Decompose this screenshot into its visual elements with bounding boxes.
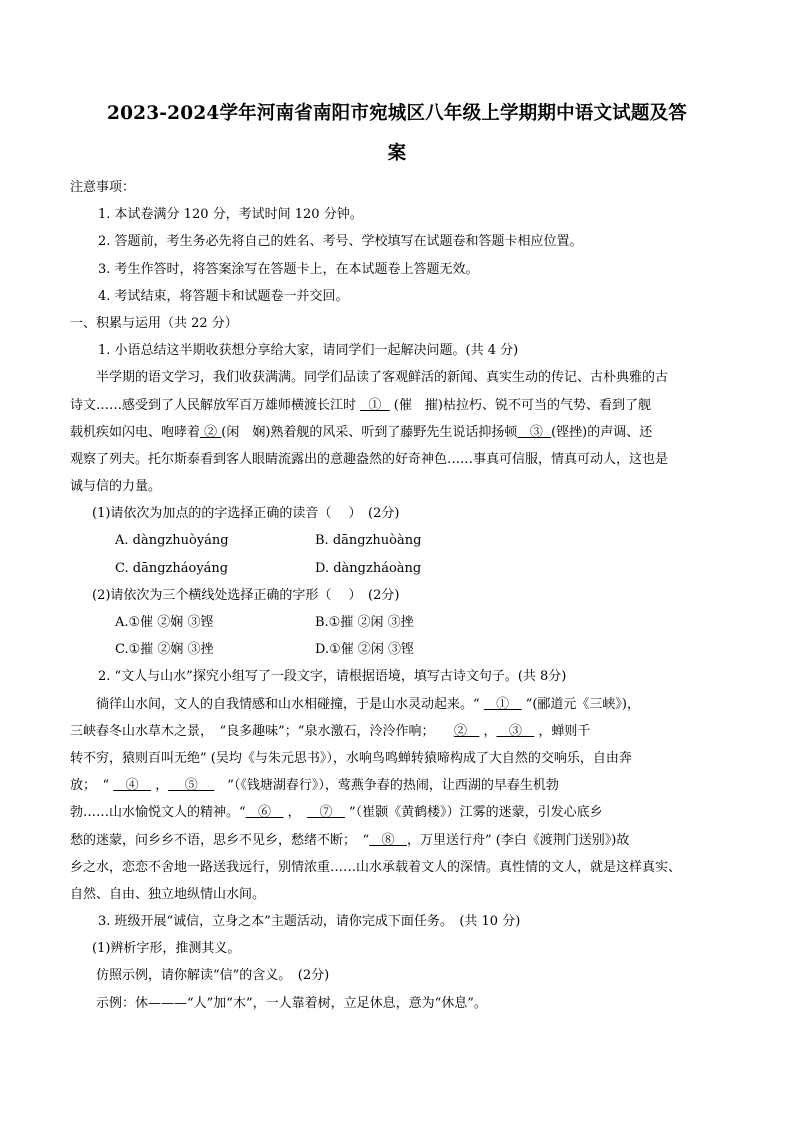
text-line: [70, 392, 730, 419]
answer-option: A. dàngzhuòyáng: [115, 533, 229, 549]
answer-option: C.①摧 ②娴 ③挫: [115, 642, 214, 658]
text-segment: ，: [283, 805, 308, 821]
title-line-2: 案: [387, 143, 407, 164]
document-body: [70, 174, 730, 1017]
fill-in-blank: ⑧: [369, 832, 407, 848]
fill-in-blank: ①: [360, 397, 390, 413]
answer-option: D.①催 ②闲 ③铿: [315, 642, 415, 658]
option-row: [70, 609, 730, 636]
text-segment: 载机疾如闪电、咆哮着: [70, 424, 201, 440]
text-segment: 仿照示例，请你解读“信”的含义。 (2分): [96, 968, 330, 984]
answer-option: B. dāngzhuòàng: [315, 533, 422, 549]
text-line: [70, 228, 730, 255]
text-segment: (催 摧)枯拉朽、锐不可当的气势、看到了舰: [389, 397, 651, 413]
text-segment: (铿挫)的声调、还: [551, 424, 653, 440]
answer-option: A.①催 ②娴 ③铿: [115, 615, 214, 630]
text-line: [70, 908, 730, 935]
text-line: [70, 446, 730, 473]
text-line: [70, 283, 730, 310]
text-segment: ，: [479, 723, 497, 739]
fill-in-blank: ②: [453, 723, 480, 739]
text-segment: ”（崔颢《黄鹤楼》）江雾的迷蒙，引发心底乡: [344, 805, 603, 821]
fill-in-blank: ①: [483, 696, 522, 712]
text-segment: 1. 小语总结这半期收获想分享给大家，请同学们一起解决问题。(共 4 分): [98, 343, 519, 359]
text-segment: 观察了列夫。托尔斯泰看到客人眼睛流露出的意趣盎然的好奇神色……事真可信服，情真可动人，这也是: [70, 451, 669, 467]
text-line: [70, 201, 730, 228]
text-segment: (闲 娴)熟着舰的风采、听到了藤野先生说话抑扬顿: [221, 424, 518, 440]
text-line: [70, 935, 730, 962]
text-segment: 徜徉山水间，文人的自我情感和山水相碰撞，于是山水灵动起来。“: [96, 696, 484, 712]
text-segment: 半学期的语文学习，我们收获满满。同学们品读了客观鲜活的新闻、真实生动的传记、古朴典雅的古: [96, 370, 669, 386]
text-segment: ，万里送行舟” (李白《渡荆门送别》)故: [406, 832, 630, 848]
answer-option: B.①摧 ②闲 ③挫: [315, 615, 414, 630]
text-segment: (1)辨析字形，推测其义。: [92, 941, 241, 957]
text-segment: 乡之水，恋恋不舍地一路送我远行，别情浓重……山水承载着文人的深情。真性情的文人，就是这样真实、: [70, 859, 682, 875]
document-title: [60, 94, 734, 174]
fill-in-blank: ②: [200, 424, 222, 440]
text-line: [70, 174, 730, 201]
text-line: [70, 663, 730, 690]
text-segment: (2)请依次为三个横线处选择正确的字形（ ） (2分): [92, 587, 400, 603]
fill-in-blank: ③: [517, 424, 552, 440]
text-segment: 诗文……感受到了人民解放军百万雄师横渡长江时: [70, 397, 361, 413]
text-line: [70, 364, 730, 391]
text-segment: 诚与信的力量。: [70, 479, 162, 495]
text-line: [70, 772, 730, 799]
text-segment: ”(郦道元《三峡》)，: [521, 696, 641, 712]
text-segment: (1)请依次为加点的的字选择正确的读音（ ） (2分): [92, 506, 400, 522]
answer-option: C. dāngzháoyáng: [115, 560, 229, 576]
text-line: [70, 745, 730, 772]
text-line: [70, 500, 730, 527]
answer-option: D. dàngzháoàng: [315, 560, 422, 576]
text-line: [70, 799, 730, 826]
fill-in-blank: ⑥: [245, 805, 284, 821]
text-segment: 愁的迷蒙，问乡乡不语，思乡不见乡，愁绪不断； “: [70, 832, 370, 848]
option-row: [70, 527, 730, 554]
fill-in-blank: ④: [113, 778, 152, 794]
text-line: [70, 962, 730, 989]
text-segment: 自然、自由、独立地纵情山水间。: [70, 886, 266, 902]
text-segment: 勃……山水愉悦文人的精神。“: [70, 805, 246, 821]
text-line: [70, 691, 730, 718]
text-segment: 4. 考试结束，将答题卡和试题卷一并交回。: [98, 288, 349, 304]
fill-in-blank: ⑦: [307, 805, 345, 821]
text-line: [70, 990, 730, 1017]
text-segment: 1. 本试卷满分 120 分，考试时间 120 分钟。: [98, 207, 363, 223]
text-line: [70, 256, 730, 283]
text-segment: 转不穷，猿则百叫无绝” (吴均《与朱元思书》），水响鸟鸣蝉转猿啼构成了大自然的交响乐，自由奔: [70, 750, 632, 766]
fill-in-blank: ③: [496, 723, 535, 739]
text-segment: 3. 班级开展“诚信，立身之本”主题活动，请你完成下面任务。 (共 10 分): [98, 914, 521, 930]
text-segment: ，蝉则千: [534, 723, 591, 739]
text-segment: 放； “: [70, 778, 114, 794]
text-line: [70, 419, 730, 446]
text-segment: 3. 考生作答时，将答案涂写在答题卡上，在本试题卷上答题无效。: [98, 261, 479, 277]
text-line: [70, 718, 730, 745]
text-segment: 注意事项：: [70, 180, 136, 195]
text-segment: 2. “文人与山水”探究小组写了一段文字，请根据语境，填写古诗文句子。(共 8分): [98, 669, 567, 685]
text-line: [70, 310, 730, 337]
text-segment: ，: [151, 778, 169, 794]
text-line: [70, 473, 730, 500]
text-segment: 2. 答题前，考生务必先将自己的姓名、考号、学校填写在试题卷和答题卡相应位置。: [98, 234, 583, 250]
text-segment: 示例：休———“人”加“木”，一人靠着树，立足休息，意为“休息”。: [96, 995, 487, 1011]
text-line: [70, 827, 730, 854]
text-line: [70, 337, 730, 364]
option-row: [70, 555, 730, 582]
text-line: [70, 854, 730, 881]
text-line: [70, 881, 730, 908]
option-row: [70, 636, 730, 663]
text-segment: ”（《钱塘湖春行》），莺燕争春的热闹，让西湖的早春生机勃: [214, 778, 559, 794]
fill-in-blank: ⑤: [168, 778, 215, 794]
title-line-1: 2023-2024学年河南省南阳市宛城区八年级上学期期中语文试题及答: [107, 103, 687, 124]
text-segment: 三峡春冬山水草木之景， “良多趣味”；“泉水激石，泠泠作响；: [70, 723, 454, 739]
text-line: [70, 582, 730, 609]
text-segment: 一、积累与运用（共 22 分）: [70, 315, 238, 331]
